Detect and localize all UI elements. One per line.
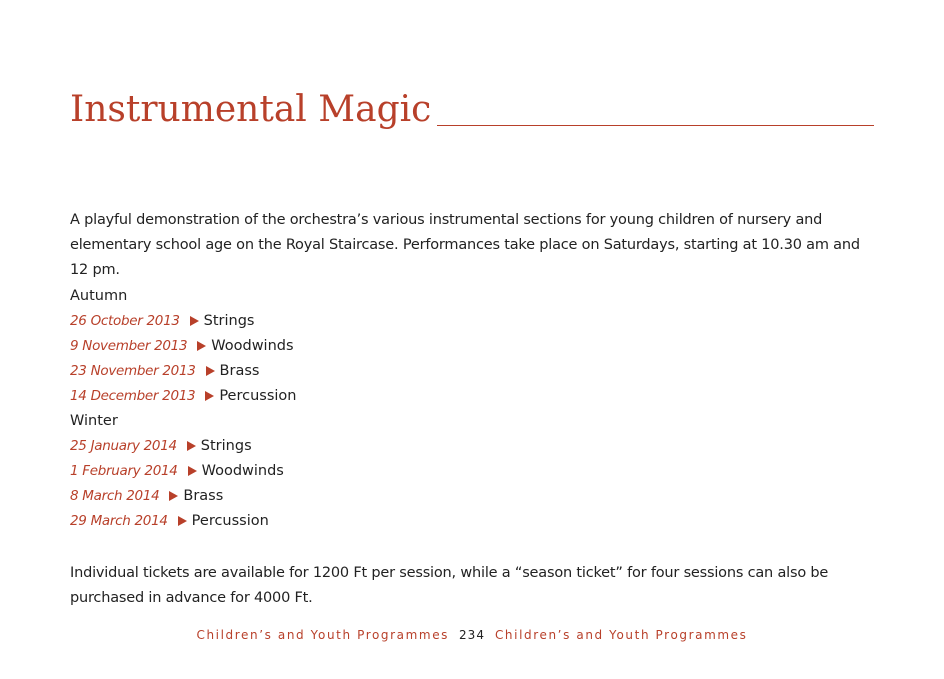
session-date: 14 December 2013 — [70, 388, 196, 404]
schedule — [70, 284, 670, 534]
session-row — [70, 434, 670, 459]
session-date: 29 March 2014 — [70, 513, 168, 529]
page-title-row — [70, 88, 874, 132]
session-row — [70, 309, 670, 334]
triangle-right-icon — [205, 391, 214, 401]
session-date: 26 October 2013 — [70, 313, 180, 329]
footer-section-left: Children’s and Youth Programmes — [196, 628, 450, 642]
triangle-right-icon — [206, 366, 215, 376]
triangle-right-icon — [197, 341, 206, 351]
session-section: Brass — [183, 488, 224, 504]
page-number: 234 — [459, 628, 485, 642]
tickets-paragraph: Individual tickets are available for 1200 Ft per session, while a “season ticket” for four sessions can also be purchased in advance for 4000 Ft. — [70, 565, 829, 606]
footer-section-right: Children’s and Youth Programmes — [494, 628, 748, 642]
session-date: 25 January 2014 — [70, 438, 177, 454]
session-section: Woodwinds — [211, 338, 294, 354]
session-date: 23 November 2013 — [70, 363, 196, 379]
page-title: Instrumental Magic — [70, 89, 432, 130]
season-label-winter: Winter — [70, 413, 118, 429]
page-footer — [0, 626, 944, 644]
triangle-right-icon — [187, 441, 196, 451]
title-rule — [437, 125, 874, 126]
session-section: Woodwinds — [201, 463, 284, 479]
triangle-right-icon — [188, 466, 197, 476]
session-section: Strings — [203, 313, 255, 329]
session-row — [70, 509, 670, 534]
triangle-right-icon — [169, 491, 178, 501]
session-section: Percussion — [191, 513, 269, 529]
session-date: 8 March 2014 — [70, 488, 160, 504]
session-section: Brass — [219, 363, 260, 379]
session-date: 9 November 2013 — [70, 338, 188, 354]
season-label-autumn: Autumn — [70, 288, 128, 304]
session-row — [70, 334, 670, 359]
intro-paragraph: A playful demonstration of the orchestra’s various instrumental sections for young children of nursery and elementary school age on the Royal Staircase. Performances take place on Saturdays, starting at 10.30 am and 12 pm. — [70, 212, 860, 278]
session-row — [70, 359, 670, 384]
session-row — [70, 484, 670, 509]
triangle-right-icon — [190, 316, 199, 326]
session-row — [70, 384, 670, 409]
session-row — [70, 459, 670, 484]
session-section: Strings — [200, 438, 252, 454]
triangle-right-icon — [178, 516, 187, 526]
session-section: Percussion — [219, 388, 297, 404]
session-date: 1 February 2014 — [70, 463, 178, 479]
